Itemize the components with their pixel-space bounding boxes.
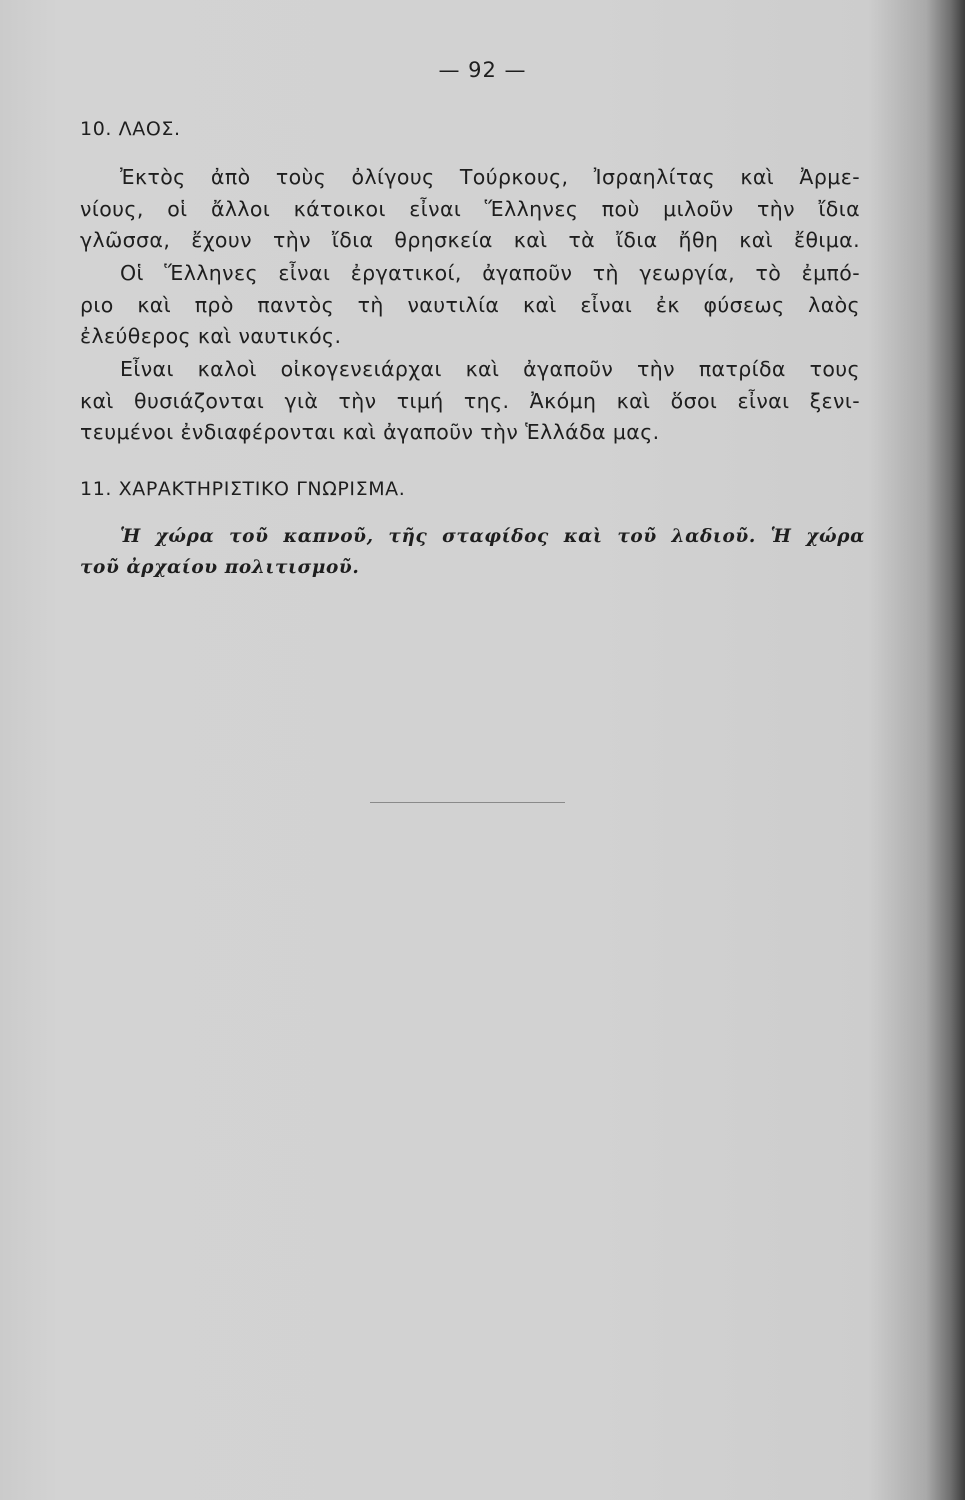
paragraph-line: ριο καὶ πρὸ παντὸς τὴ ναυτιλία καὶ εἶναι ἐκ φύσεως λαὸς [80,292,860,317]
paragraph-line: ἐλεύθερος καὶ ναυτικός. [80,324,342,348]
page-number: — 92 — [438,58,527,82]
italic-line: τοῦ ἀρχαίου πολιτισμοῦ. [80,557,360,578]
paragraph-2 [80,258,860,353]
paragraph-line: Οἱ Ἕλληνες εἶναι ἐργατικοί, ἀγαποῦν τὴ γεωργία, τὸ ἐμπό- [120,261,860,285]
separator-rule [370,802,565,803]
paragraph-line: τευμένοι ἐνδιαφέρονται καὶ ἀγαποῦν τὴν Ἑλλάδα μας. [80,420,660,444]
paragraph-line: καὶ θυσιάζονται γιὰ τὴν τιμή της. Ἀκόμη καὶ ὅσοι εἶναι ξενι- [80,388,860,413]
characteristic-text [80,521,865,583]
section-heading-characteristic: 11. ΧΑΡΑΚΤΗΡΙΣΤΙΚΟ ΓΝΩΡΙΣΜΑ. [80,478,406,500]
paragraph-line: Εἶναι καλοὶ οἰκογενειάρχαι καὶ ἀγαποῦν τὴν πατρίδα τους [120,357,860,381]
italic-line: Ἡ χώρα τοῦ καπνοῦ, τῆς σταφίδος καὶ τοῦ λαδιοῦ. Ἡ χώρα [120,526,865,547]
paragraph-1 [80,162,860,257]
paragraph-line: γλῶσσα, ἔχουν τὴν ἴδια θρησκεία καὶ τὰ ἴδια ἤθη καὶ ἔθιμα. [80,228,860,252]
paragraph-3 [80,354,860,449]
section-heading-laos: 10. ΛΑΟΣ. [80,118,181,140]
paragraph-line: Ἐκτὸς ἀπὸ τοὺς ὀλίγους Τούρκους, Ἰσραηλίτας καὶ Ἀρμε- [120,165,860,189]
paragraph-line: νίους, οἱ ἄλλοι κάτοικοι εἶναι Ἕλληνες ποὺ μιλοῦν τὴν ἴδια [80,196,860,221]
